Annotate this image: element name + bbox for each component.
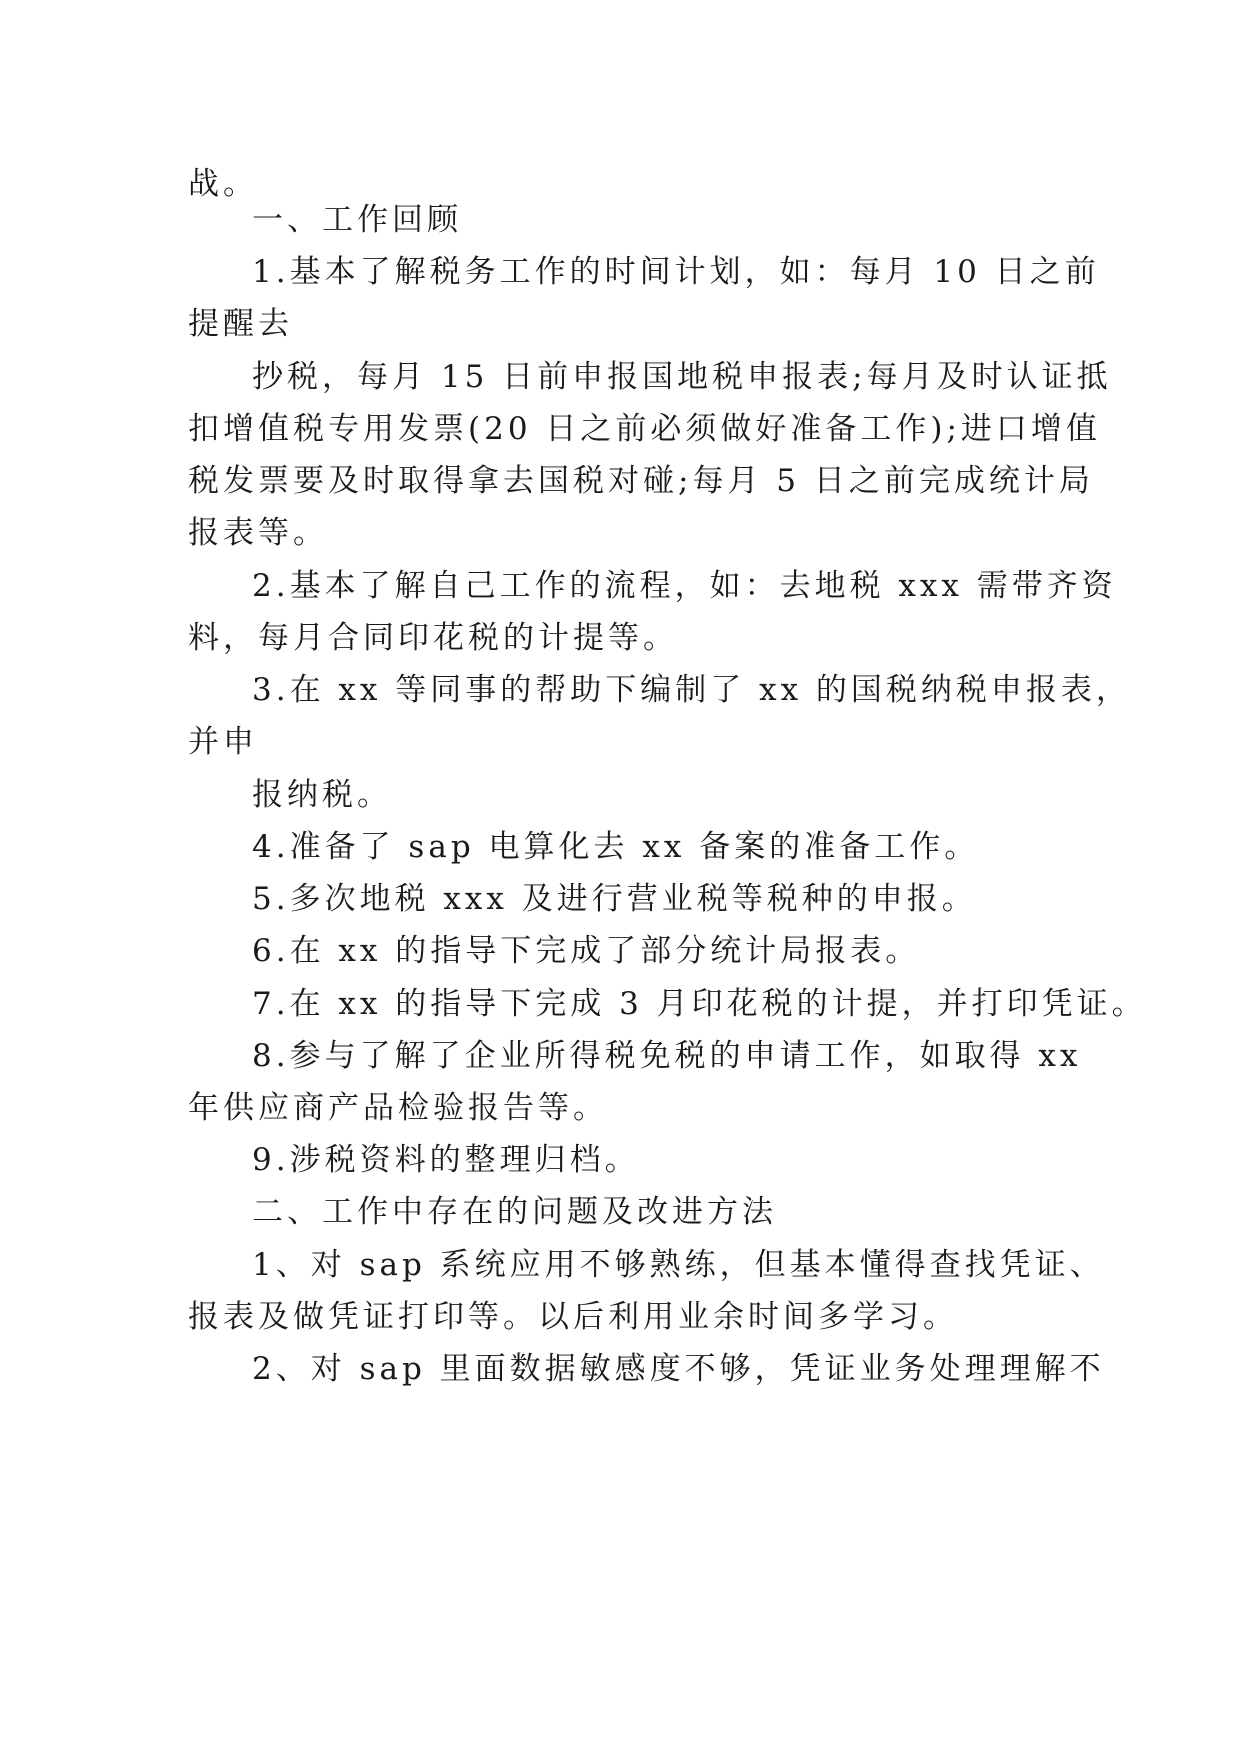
text-line: 9.涉税资料的整理归档。 xyxy=(252,1142,640,1178)
text-line: 6.在 xx 的指导下完成了部分统计局报表。 xyxy=(252,933,921,969)
text-line: 提醒去 xyxy=(188,306,293,342)
text-line: 料，每月合同印花税的计提等。 xyxy=(188,620,678,656)
text-line: 扣增值税专用发票(20 日之前必须做好准备工作);进口增值 xyxy=(188,411,1101,447)
text-line: 2、对 sap 里面数据敏感度不够，凭证业务处理理解不 xyxy=(252,1351,1105,1387)
text-line: 税发票要及时取得拿去国税对碰;每月 5 日之前完成统计局 xyxy=(188,463,1094,499)
text-line: 报纳税。 xyxy=(252,777,392,813)
section-heading: 二、工作中存在的问题及改进方法 xyxy=(252,1194,777,1230)
text-line: 8.参与了解了企业所得税免税的申请工作，如取得 xx xyxy=(252,1038,1082,1074)
text-line: 报表及做凭证打印等。以后利用业余时间多学习。 xyxy=(188,1299,958,1335)
text-line: 并申 xyxy=(188,724,258,760)
text-line: 年供应商产品检验报告等。 xyxy=(188,1090,608,1126)
text-line: 1、对 sap 系统应用不够熟练，但基本懂得查找凭证、 xyxy=(252,1247,1105,1283)
text-line: 战。 xyxy=(188,166,258,202)
text-line: 4.准备了 sap 电算化去 xx 备案的准备工作。 xyxy=(252,829,980,865)
text-line: 5.多次地税 xxx 及进行营业税等税种的申报。 xyxy=(252,881,977,917)
text-line: 抄税，每月 15 日前申报国地税申报表;每月及时认证抵 xyxy=(252,359,1112,395)
text-line: 2.基本了解自己工作的流程，如：去地税 xxx 需带齐资 xyxy=(252,568,1117,604)
text-line: 1.基本了解税务工作的时间计划，如：每月 10 日之前 xyxy=(252,254,1100,290)
text-line: 报表等。 xyxy=(188,515,328,551)
text-line: 7.在 xx 的指导下完成 3 月印花税的计提，并打印凭证。 xyxy=(252,986,1147,1022)
section-heading: 一、工作回顾 xyxy=(252,202,462,238)
text-line: 3.在 xx 等同事的帮助下编制了 xx 的国税纳税申报表， xyxy=(252,672,1131,708)
